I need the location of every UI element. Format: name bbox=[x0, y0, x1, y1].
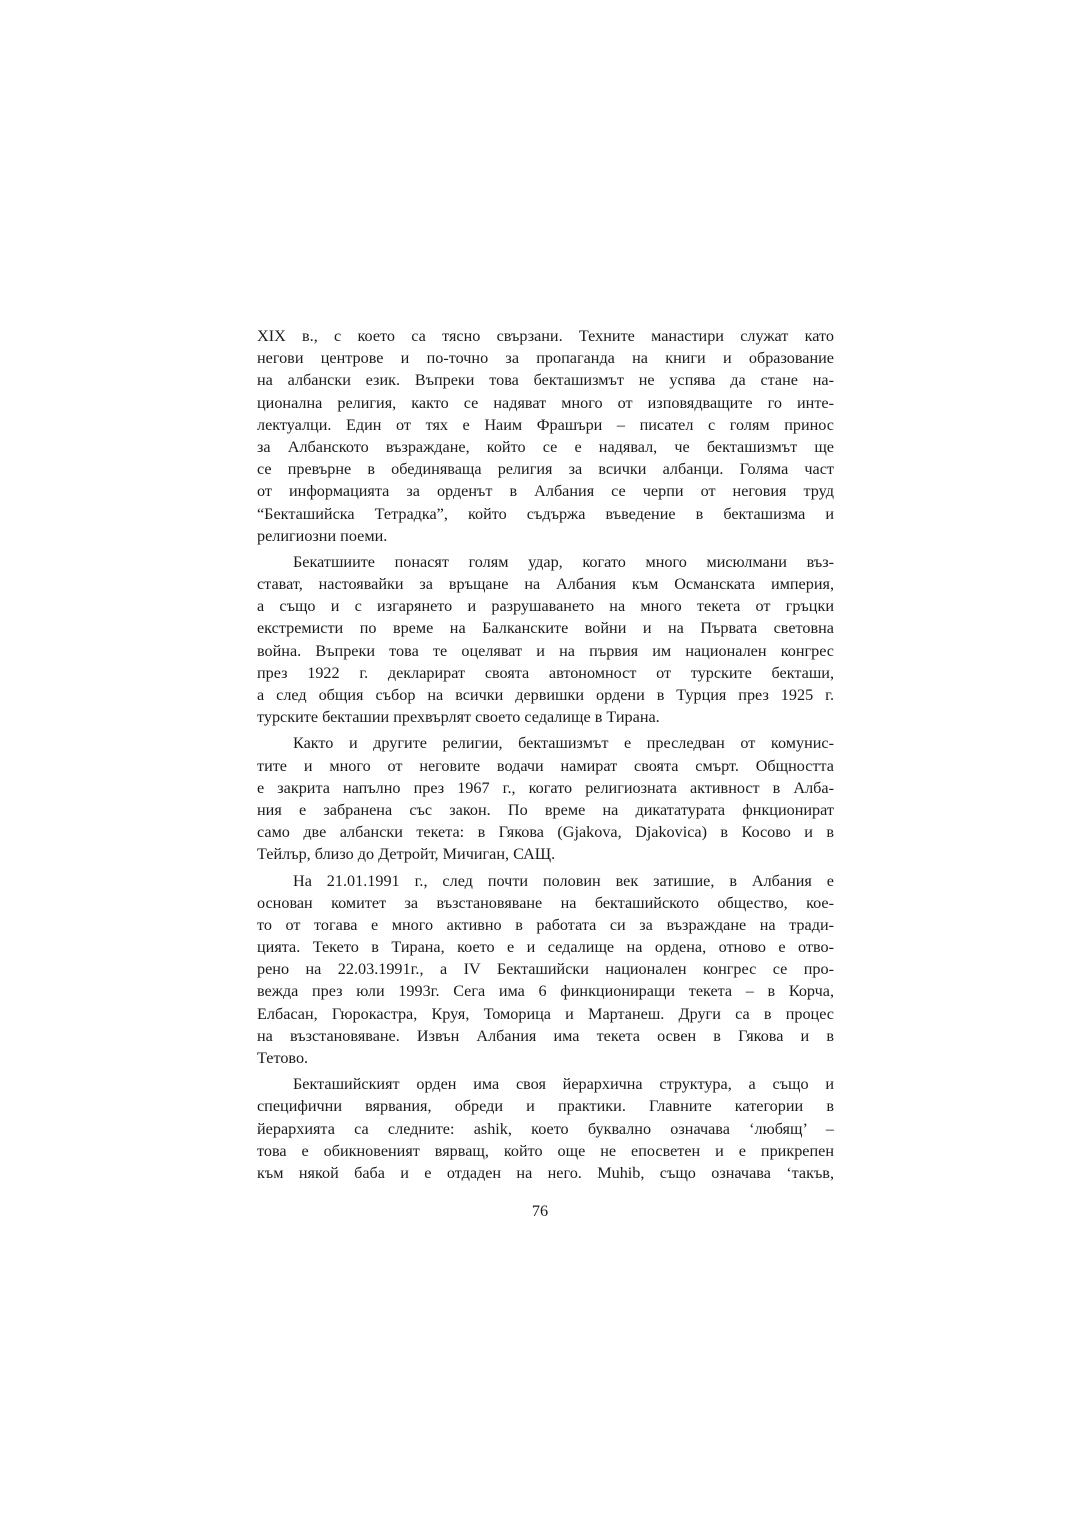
text-line: Тейлър, близо до Детройт, Мичиган, САЩ. bbox=[257, 845, 556, 864]
paragraph bbox=[257, 1073, 834, 1184]
text-line: ния е забранена със закон. По време на дикататурата фнкционират bbox=[257, 800, 834, 819]
text-line: специфични вярвания, обреди и практики. Главните категории в bbox=[257, 1097, 834, 1116]
page-number: 76 bbox=[531, 1202, 549, 1220]
text-line: Елбасан, Гюрокастра, Круя, Томорица и Мартанеш. Други са в процес bbox=[257, 1004, 834, 1023]
text-line: “Бекташийска Тетрадка”, който съдържа въведение в бекташизма и bbox=[257, 504, 834, 523]
text-line: ционална религия, както се надяват много от изповядващите го инте- bbox=[257, 393, 834, 412]
text-line: Тетово. bbox=[257, 1049, 309, 1067]
text-line: XIX в., с което са тясно свързани. Техните манастири служат като bbox=[257, 327, 834, 345]
text-line: лектуалци. Един от тях е Наим Фрашъри – писател с голям принос bbox=[257, 415, 834, 434]
text-line: към някой баба и е отдаден на него. Muhib, също означава ‘такъв, bbox=[257, 1163, 834, 1182]
text-line: на албански език. Въпреки това бекташизмът не успява да стане на- bbox=[257, 371, 834, 390]
text-line: това е обикновеният вярващ, който още не епосветен и е прикрепен bbox=[257, 1141, 834, 1160]
text-line: вежда през юли 1993г. Сега има 6 финкциониращи текета – в Корча, bbox=[257, 982, 834, 1001]
text-line: се превърне в обединяваща религия за всички албанци. Голяма част bbox=[257, 460, 834, 479]
text-line: рено на 22.03.1991г., а IV Бекташийски национален конгрес се про- bbox=[257, 960, 834, 979]
paragraph bbox=[257, 325, 834, 547]
text-line: стават, настоявайки за връщане на Албания към Османската империя, bbox=[257, 575, 834, 594]
text-line: на възстановяване. Извън Албания има текета освен в Гякова и в bbox=[257, 1026, 834, 1045]
text-line: Бекатшиите понасят голям удар, когато много мисюлмани въз- bbox=[293, 552, 834, 571]
page-body bbox=[257, 325, 834, 1188]
paragraph bbox=[257, 732, 834, 865]
text-line: през 1922 г. декларират своята автономност от турските бекташи, bbox=[257, 663, 834, 682]
text-line: цията. Текето в Тирана, което е и седалище на ордена, отново е отво- bbox=[257, 938, 834, 957]
paragraph bbox=[257, 870, 834, 1070]
text-line: турските бекташии прехвърлят своето седалище в Тирана. bbox=[257, 708, 660, 727]
text-line: за Албанското възраждане, който се е надявал, че бекташизмът ще bbox=[257, 437, 834, 456]
paragraph bbox=[257, 551, 834, 729]
text-line: тите и много от неговите водачи намират своята смърт. Общността bbox=[257, 756, 834, 775]
text-line: екстремисти по време на Балканските войни и на Първата световна bbox=[257, 619, 834, 638]
text-line: негови центрове и по-точно за пропаганда на книги и образование bbox=[257, 349, 834, 368]
text-line: йерархията са следните: ashik, което буквално означава ‘любящ’ – bbox=[257, 1119, 834, 1138]
text-line: Бекташийският орден има своя йерархична структура, а също и bbox=[293, 1075, 834, 1094]
text-line: война. Въпреки това те оцеляват и на първия им национален конгрес bbox=[257, 641, 834, 660]
text-line: а също и с изгарянето и разрушаването на много текета от гръцки bbox=[257, 597, 834, 616]
text-line: Както и другите религии, бекташизмът е преследван от комунис- bbox=[293, 734, 834, 753]
text-line: то от тогава е много активно в работата си за възраждане на тради- bbox=[257, 915, 834, 934]
text-line: от информацията за орденът в Албания се черпи от неговия труд bbox=[257, 482, 834, 501]
text-line: а след общия събор на всички дервишки ордени в Турция през 1925 г. bbox=[257, 686, 834, 704]
text-line: е закрита напълно през 1967 г., когато религиозната активност в Алба- bbox=[257, 778, 834, 797]
text-line: религиозни поеми. bbox=[257, 526, 388, 545]
text-line: само две албански текета: в Гякова (Gjakova, Djakovica) в Косово и в bbox=[257, 823, 834, 842]
text-line: основан комитет за възстановяване на бекташийското общество, кое- bbox=[257, 893, 834, 912]
text-line: На 21.01.1991 г., след почти половин век затишие, в Албания е bbox=[293, 871, 834, 890]
